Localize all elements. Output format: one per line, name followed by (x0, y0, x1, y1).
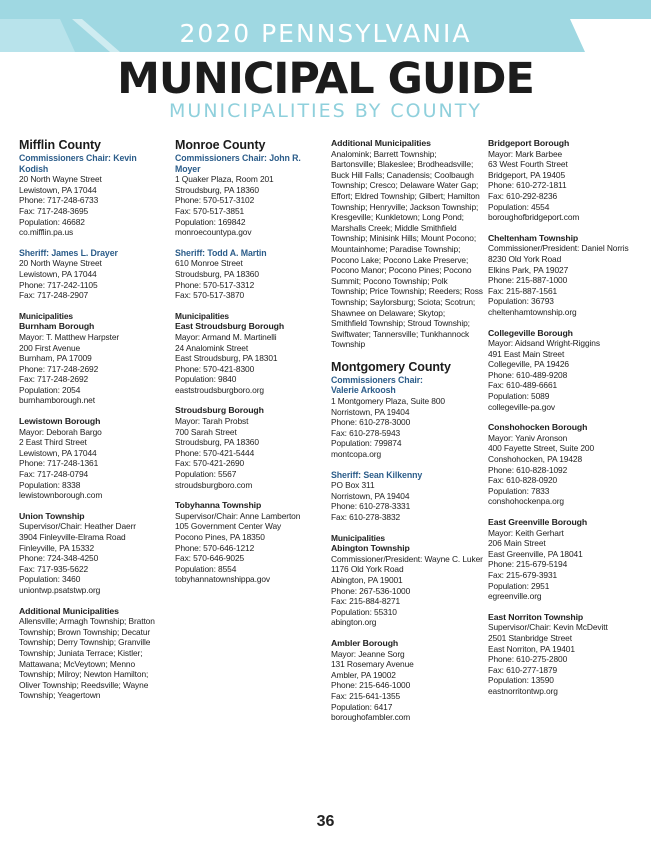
sheriff-line: Fax: 717-248-2907 (19, 290, 89, 301)
website-link[interactable]: stroudsburgboro.com (175, 479, 253, 490)
chair-line: Fax: 717-248-3695 (19, 205, 89, 216)
entry-line: Population: 55310 (331, 606, 397, 617)
entry-line: Fax: 610-489-6661 (488, 380, 558, 391)
entry-line: 105 Government Center Way (175, 521, 282, 532)
entry-line: Supervisor/Chair: Heather Daerr (19, 521, 136, 532)
entry-line: Mayor: Deborah Bargo (19, 426, 102, 437)
commissioners-chair: Commissioners Chair: Kevin Kodish (19, 153, 137, 174)
entry-line: Supervisor/Chair: Kevin McDevitt (488, 622, 608, 633)
commissioners-chair: Commissioners Chair: John R. Moyer (175, 153, 301, 174)
entry-line: Collegeville, PA 19426 (488, 359, 569, 370)
website-link[interactable]: montcopa.org (331, 449, 382, 460)
entry-line: Mayor: Jeanne Sorg (331, 648, 405, 659)
chair-line: Population: 46682 (19, 216, 85, 227)
entry-line: Conshohocken, PA 19428 (488, 454, 583, 465)
entry-line: East Greenville, PA 18041 (488, 548, 583, 559)
entry-line: Phone: 570-646-1212 (175, 542, 255, 553)
website-link[interactable]: boroughofambler.com (331, 712, 411, 723)
chair-line: Norristown, PA 19404 (331, 406, 410, 417)
website-link[interactable]: cheltenhamtownship.org (488, 306, 577, 317)
entry-line: 131 Rosemary Avenue (331, 659, 414, 670)
sheriff-line: 20 North Wayne Street (19, 258, 102, 269)
sheriff-line: Fax: 570-517-3870 (175, 290, 245, 301)
entry-line: Population: 2054 (19, 384, 81, 395)
sheriff-line: Phone: 717-242-1105 (19, 279, 98, 290)
entry-name: Burnham Borough (19, 321, 95, 332)
entry-line: 400 Fayette Street, Suite 200 (488, 443, 595, 454)
additional-municipalities-label: Additional Municipalities (331, 138, 431, 148)
chair-line: Stroudsburg, PA 18360 (175, 184, 259, 195)
county-heading: Monroe County (175, 138, 266, 152)
column-4 (488, 138, 638, 697)
chair-line: Phone: 610-278-3000 (331, 417, 411, 428)
entry-line: Fax: 570-646-9025 (175, 553, 245, 564)
website-link[interactable]: lewistownborough.com (19, 490, 103, 501)
entry-line: Population: 2951 (488, 580, 550, 591)
entry-line: East Norriton, PA 19401 (488, 643, 575, 654)
chair-line: 20 North Wayne Street (19, 174, 102, 185)
website-link[interactable]: abington.org (331, 617, 377, 628)
sheriff-heading: Sheriff: Sean Kilkenny (331, 469, 423, 480)
entry-name: Tobyhanna Township (175, 500, 262, 511)
additional-municipalities-list: Allensville; Armagh Township; Bratton Township; Brown Township; Decatur Township; Derry Township; Granville Township; Juniata Terrace; Kistler; Mattawana; McVeytown; Menno Township; Milroy; Newton Hamilton; Oliver Township; Reedsville; Wayne Township; Yeagertown (19, 616, 155, 701)
entry-line: Population: 4554 (488, 201, 550, 212)
website-link[interactable]: eaststroudsburgboro.org (175, 384, 264, 395)
sheriff-line: Phone: 610-278-3331 (331, 501, 411, 512)
entry-line: Phone: 267-536-1000 (331, 585, 411, 596)
entry-line: Fax: 610-828-0920 (488, 475, 558, 486)
website-link[interactable]: collegeville-pa.gov (488, 401, 556, 412)
website-link[interactable]: eastnorritontwp.org (488, 685, 558, 696)
entry-name: East Greenville Borough (488, 517, 588, 527)
entry-name: East Norriton Township (488, 611, 584, 622)
entry-line: Mayor: Yaniv Aronson (488, 432, 568, 443)
entry-line: Commissioner/President: Daniel Norris (488, 243, 629, 254)
chair-line: Lewistown, PA 17044 (19, 184, 97, 195)
chair-line: 1 Montgomery Plaza, Suite 800 (331, 396, 445, 407)
entry-line: Population: 5567 (175, 469, 237, 480)
municipalities-label: Municipalities (19, 310, 73, 321)
chair-line: Phone: 570-517-3102 (175, 195, 255, 206)
entry-line: Phone: 717-248-1361 (19, 458, 99, 469)
entry-line: Mayor: Mark Barbee (488, 148, 563, 159)
website-link[interactable]: uniontwp.psatstwp.org (19, 584, 101, 595)
entry-line: Fax: 610-277-1879 (488, 664, 558, 675)
chair-line: Fax: 610-278-5943 (331, 427, 401, 438)
entry-line: Pocono Pines, PA 18350 (175, 532, 265, 542)
chair-line: Fax: 570-517-3851 (175, 205, 245, 216)
entry-line: Fax: 717-248-2692 (19, 374, 89, 385)
website-link[interactable]: co.mifflin.pa.us (19, 227, 74, 238)
website-link[interactable]: tobyhannatownshippa.gov (175, 574, 271, 585)
entry-name: Conshohocken Borough (488, 422, 588, 433)
entry-line: 24 Analomink Street (175, 342, 249, 353)
entry-line: Population: 9840 (175, 374, 237, 385)
page-number: 36 (316, 813, 335, 830)
entry-line: Abington, PA 19001 (331, 574, 403, 585)
entry-line: Finleyville, PA 15332 (19, 542, 95, 553)
header-year: 2020 PENNSYLVANIA (179, 19, 472, 48)
sheriff-heading: Sheriff: Todd A. Martin (175, 247, 267, 258)
sheriff-line: Fax: 610-278-3832 (331, 512, 401, 522)
entry-line: Population: 5089 (488, 391, 550, 402)
entry-line: Elkins Park, PA 19027 (488, 264, 569, 275)
page-subtitle: MUNICIPALITIES BY COUNTY (169, 100, 482, 122)
county-heading: Mifflin County (19, 138, 101, 152)
entry-line: 63 West Fourth Street (488, 159, 568, 170)
entry-line: Population: 36793 (488, 296, 554, 307)
municipalities-label: Municipalities (331, 532, 385, 543)
entry-line: Bridgeport, PA 19405 (488, 169, 565, 180)
entry-line: Phone: 717-248-2692 (19, 363, 99, 374)
entry-line: Fax: 570-421-2690 (175, 458, 245, 469)
additional-municipalities-label: Additional Municipalities (19, 605, 119, 616)
entry-name: Bridgeport Borough (488, 138, 570, 148)
entry-line: Fax: 215-679-3931 (488, 569, 558, 580)
entry-line: Fax: 717-935-5622 (19, 563, 89, 574)
entry-line: Population: 6417 (331, 701, 393, 712)
entry-line: 206 Main Street (488, 538, 546, 549)
entry-line: Mayor: Keith Gerhart (488, 527, 564, 538)
entry-line: Mayor: Tarah Probst (175, 416, 249, 427)
additional-municipalities-list: Analomink; Barrett Township; Bartonsville; Blakeslee; Brodheadsville; Buck Hill Falls; Canadensis; Coolbaugh Township; Cresco; Delaware Water Gap; Effort; Eldred Township; Gilbert; Hamilton Township; Henryville; Jackson Township; Kresgeville; Kunkletown; Long Pond; Marshalls Creek; Middle Smithfield Township; Minisink Hills; Mount Pocono; Mountainhome; Paradise Township; Pocono Lake; Pocono Lake Preserve; Pocono Manor; Pocono Pines; Pocono Summit; Pocono Township; Polk Township; Price Township; Reeders; Ross Township; Saylorsburg; Sciota; Scotrun; Shawnee on Delaware; Skytop; Smithfield Township; Stroud Township; Swiftwater; Tannersville; Tunkhannock Township (331, 148, 483, 350)
entry-line: East Stroudsburg, PA 18301 (175, 353, 278, 364)
website-link[interactable]: boroughofbridgeport.com (488, 212, 580, 223)
entry-line: Phone: 215-679-5194 (488, 559, 568, 570)
entry-line: Commissioner/President: Wayne C. Luker (331, 553, 483, 564)
entry-line: Fax: 610-292-8236 (488, 190, 558, 201)
entry-line: 491 East Main Street (488, 348, 565, 359)
entry-line: Phone: 610-275-2800 (488, 654, 568, 665)
entry-line: Fax: 215-884-8271 (331, 596, 401, 607)
entry-line: Phone: 215-887-1000 (488, 275, 568, 286)
sheriff-line: Lewistown, PA 17044 (19, 268, 97, 279)
entry-line: 2 East Third Street (19, 437, 87, 448)
column-2 (175, 138, 325, 585)
entry-line: Mayor: Aidsand Wright-Riggins (488, 338, 600, 349)
entry-name: Ambler Borough (331, 637, 399, 648)
entry-name: Abington Township (331, 543, 410, 554)
commissioners-chair-name: Valerie Arkoosh (331, 385, 396, 396)
entry-name: Stroudsburg Borough (175, 405, 264, 416)
column-1 (19, 138, 167, 701)
entry-line: Phone: 570-421-5444 (175, 447, 255, 458)
entry-line: Ambler, PA 19002 (331, 669, 396, 680)
entry-line: Population: 3460 (19, 574, 81, 585)
entry-name: East Stroudsburg Borough (175, 321, 285, 332)
entry-line: Fax: 215-887-1561 (488, 285, 558, 296)
column-3 (331, 138, 483, 723)
entry-name: Cheltenham Township (488, 232, 579, 243)
entry-line: 200 First Avenue (19, 342, 81, 353)
entry-line: Phone: 724-348-4250 (19, 553, 99, 564)
entry-line: 2501 Stanbridge Street (488, 632, 572, 643)
entry-line: 700 Sarah Street (175, 426, 237, 437)
entry-line: 8230 Old York Road (488, 253, 562, 264)
entry-line: Phone: 610-272-1811 (488, 180, 567, 191)
entry-name: Lewistown Borough (19, 416, 101, 427)
website-link[interactable]: monroecountypa.gov (175, 227, 252, 238)
chair-line: Phone: 717-248-6733 (19, 195, 99, 206)
entry-line: Phone: 570-421-8300 (175, 363, 255, 374)
sheriff-line: Phone: 570-517-3312 (175, 279, 255, 290)
entry-name: Union Township (19, 510, 85, 521)
sheriff-line: Norristown, PA 19404 (331, 490, 410, 501)
website-link[interactable]: egreenville.org (488, 591, 542, 602)
entry-name: Collegeville Borough (488, 327, 573, 338)
entry-line: 1176 Old York Road (331, 564, 404, 575)
entry-line: Phone: 610-489-9208 (488, 369, 568, 380)
sheriff-line: PO Box 311 (331, 480, 375, 491)
chair-line: Population: 799874 (331, 438, 402, 449)
entry-line: Fax: 717-248-0794 (19, 469, 89, 480)
entry-line: Fax: 215-641-1355 (331, 690, 401, 701)
entry-line: Stroudsburg, PA 18360 (175, 437, 259, 448)
sheriff-line: 610 Monroe Street (175, 258, 243, 269)
commissioners-chair: Commissioners Chair: (331, 374, 423, 385)
entry-line: Lewistown, PA 17044 (19, 447, 97, 458)
chair-line: Population: 169842 (175, 216, 246, 227)
entry-line: 3904 Finleyville-Elrama Road (19, 532, 126, 542)
entry-line: Mayor: T. Matthew Harpster (19, 331, 120, 342)
county-heading: Montgomery County (331, 359, 451, 374)
entry-line: Burnham, PA 17009 (19, 353, 92, 364)
entry-line: Supervisor/Chair: Anne Lamberton (175, 510, 301, 521)
sheriff-heading: Sheriff: James L. Drayer (19, 247, 118, 258)
entry-line: Phone: 215-646-1000 (331, 680, 411, 691)
website-link[interactable]: conshohockenpa.org (488, 496, 564, 507)
page-title: MUNICIPAL GUIDE (117, 54, 534, 104)
entry-line: Population: 8338 (19, 479, 81, 490)
sheriff-line: Stroudsburg, PA 18360 (175, 268, 259, 279)
municipalities-label: Municipalities (175, 310, 229, 321)
entry-line: Phone: 610-828-1092 (488, 464, 568, 475)
entry-line: Population: 13590 (488, 675, 554, 686)
entry-line: Mayor: Armand M. Martinelli (175, 331, 277, 342)
chair-line: 1 Quaker Plaza, Room 201 (175, 174, 274, 185)
website-link[interactable]: burnhamborough.net (19, 395, 95, 406)
entry-line: Population: 8554 (175, 563, 237, 574)
entry-line: Population: 7833 (488, 485, 550, 496)
